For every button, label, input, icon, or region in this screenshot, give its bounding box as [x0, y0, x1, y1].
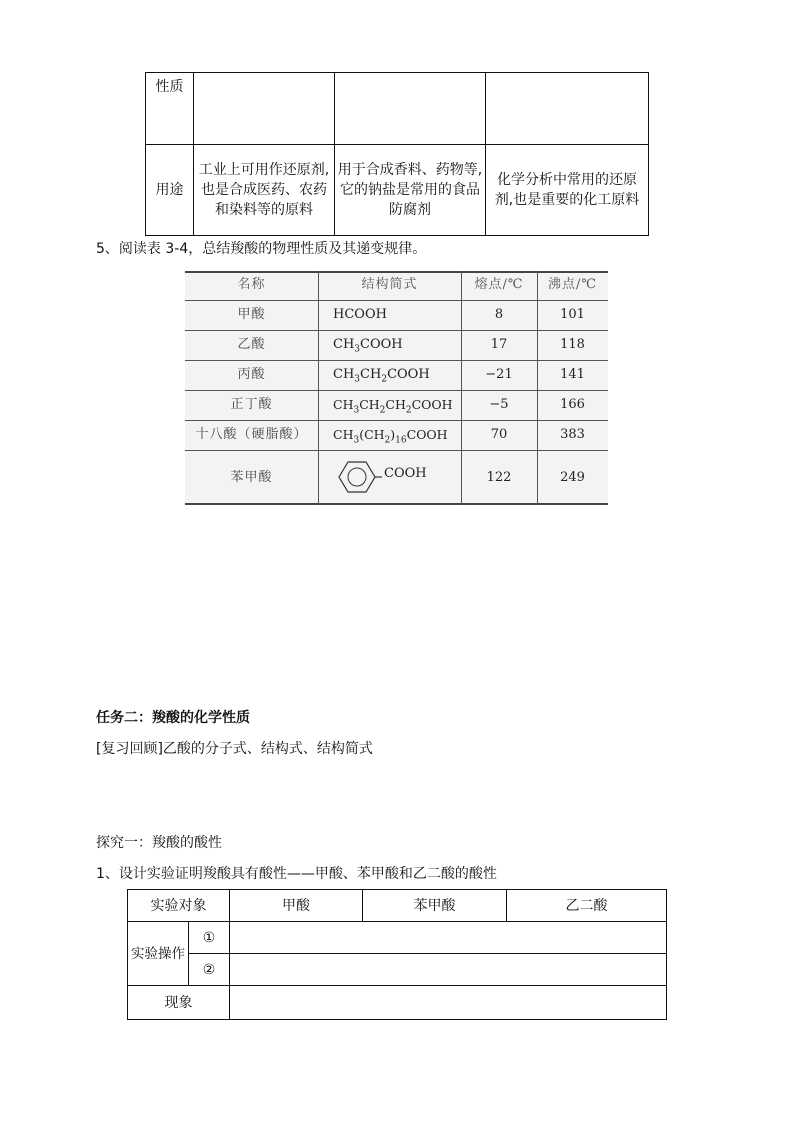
table-rule: [185, 503, 608, 505]
table-rule: [185, 300, 608, 301]
table-rule: [318, 271, 319, 505]
acid-formula: $CH_3COOH$: [333, 337, 403, 355]
header-boiling: 沸点/℃: [548, 277, 597, 292]
acid-name: 正丁酸: [230, 397, 273, 412]
question-5: 5、阅读表 3-4，总结羧酸的物理性质及其递变规律。: [96, 241, 427, 257]
table-row: [146, 73, 649, 145]
acid-formula: $CH_3CH_2COOH$: [333, 367, 430, 385]
acid-formula: $CH_3(CH_2)_{16}COOH$: [333, 427, 448, 446]
melting-point: 122: [486, 470, 512, 485]
acid-name: 苯甲酸: [230, 470, 273, 485]
benzene-ring-icon: [331, 457, 383, 497]
table-rule: [185, 420, 608, 421]
carboxylic-acid-table: [185, 271, 608, 505]
header-oxalic: 乙二酸: [507, 890, 667, 922]
table-rule: [185, 390, 608, 391]
use-cell-oxalic: 化学分析中常用的还原剂,也是重要的化工原料: [486, 145, 649, 236]
table-row: [128, 922, 667, 954]
step-1-label: ①: [189, 922, 230, 954]
use-cell-benzoic: 用于合成香料、药物等,它的钠盐是常用的食品防腐剂: [335, 145, 486, 236]
inquiry-1-title: 探究一：羧酸的酸性: [96, 835, 222, 851]
header-melting: 熔点/℃: [474, 277, 524, 292]
table-rule: [185, 360, 608, 361]
acid-name: 十八酸（硬脂酸）: [195, 427, 308, 442]
property-cell-benzoic: [335, 73, 486, 145]
step-1-cell: [230, 922, 667, 954]
boiling-point: 166: [560, 397, 585, 412]
acid-formula: HCOOH: [333, 307, 387, 322]
table-row: [128, 954, 667, 986]
table-row: [146, 145, 649, 236]
header-object: 实验对象: [128, 890, 230, 922]
review-prompt: [复习回顾]乙酸的分子式、结构式、结构简式: [96, 741, 373, 757]
property-cell-formic: [194, 73, 335, 145]
acid-name: 甲酸: [237, 307, 266, 322]
boiling-point: 101: [560, 307, 585, 322]
operation-label: 实验操作: [128, 922, 189, 986]
phenomenon-cell: [230, 986, 667, 1020]
boiling-point: 118: [560, 337, 585, 352]
property-cell-oxalic: [486, 73, 649, 145]
melting-point: −21: [485, 367, 513, 382]
melting-point: 70: [490, 427, 508, 442]
boiling-point: 141: [560, 367, 585, 382]
header-formic: 甲酸: [230, 890, 363, 922]
experiment-table: [127, 889, 667, 1020]
step-2-cell: [230, 954, 667, 986]
design-experiment-prompt: 1、设计实验证明羧酸具有酸性——甲酸、苯甲酸和乙二酸的酸性: [96, 866, 497, 882]
table-rule: [185, 450, 608, 451]
melting-point: 8: [494, 307, 504, 322]
step-2-label: ②: [189, 954, 230, 986]
phenomenon-label: 现象: [128, 986, 230, 1020]
use-label: 用途: [146, 145, 194, 236]
melting-point: −5: [489, 397, 509, 412]
properties-uses-table: [145, 72, 649, 236]
header-benzoic: 苯甲酸: [363, 890, 507, 922]
task2-title: 任务二：羧酸的化学性质: [96, 710, 250, 726]
acid-name: 乙酸: [237, 337, 266, 352]
table-rule: [185, 271, 608, 273]
table-rule: [185, 330, 608, 331]
boiling-point: 249: [560, 470, 585, 485]
header-name: 名称: [237, 277, 266, 292]
acid-name: 丙酸: [237, 367, 266, 382]
acid-formula: $CH_3CH_2CH_2COOH$: [333, 397, 453, 416]
boiling-point: 383: [560, 427, 585, 442]
table-row: [128, 890, 667, 922]
property-label: 性质: [146, 73, 194, 145]
acid-formula: COOH: [384, 466, 427, 481]
header-formula: 结构简式: [361, 277, 418, 292]
melting-point: 17: [490, 337, 508, 352]
use-cell-formic: 工业上可用作还原剂,也是合成医药、农药和染料等的原料: [194, 145, 335, 236]
table-row: [128, 986, 667, 1020]
